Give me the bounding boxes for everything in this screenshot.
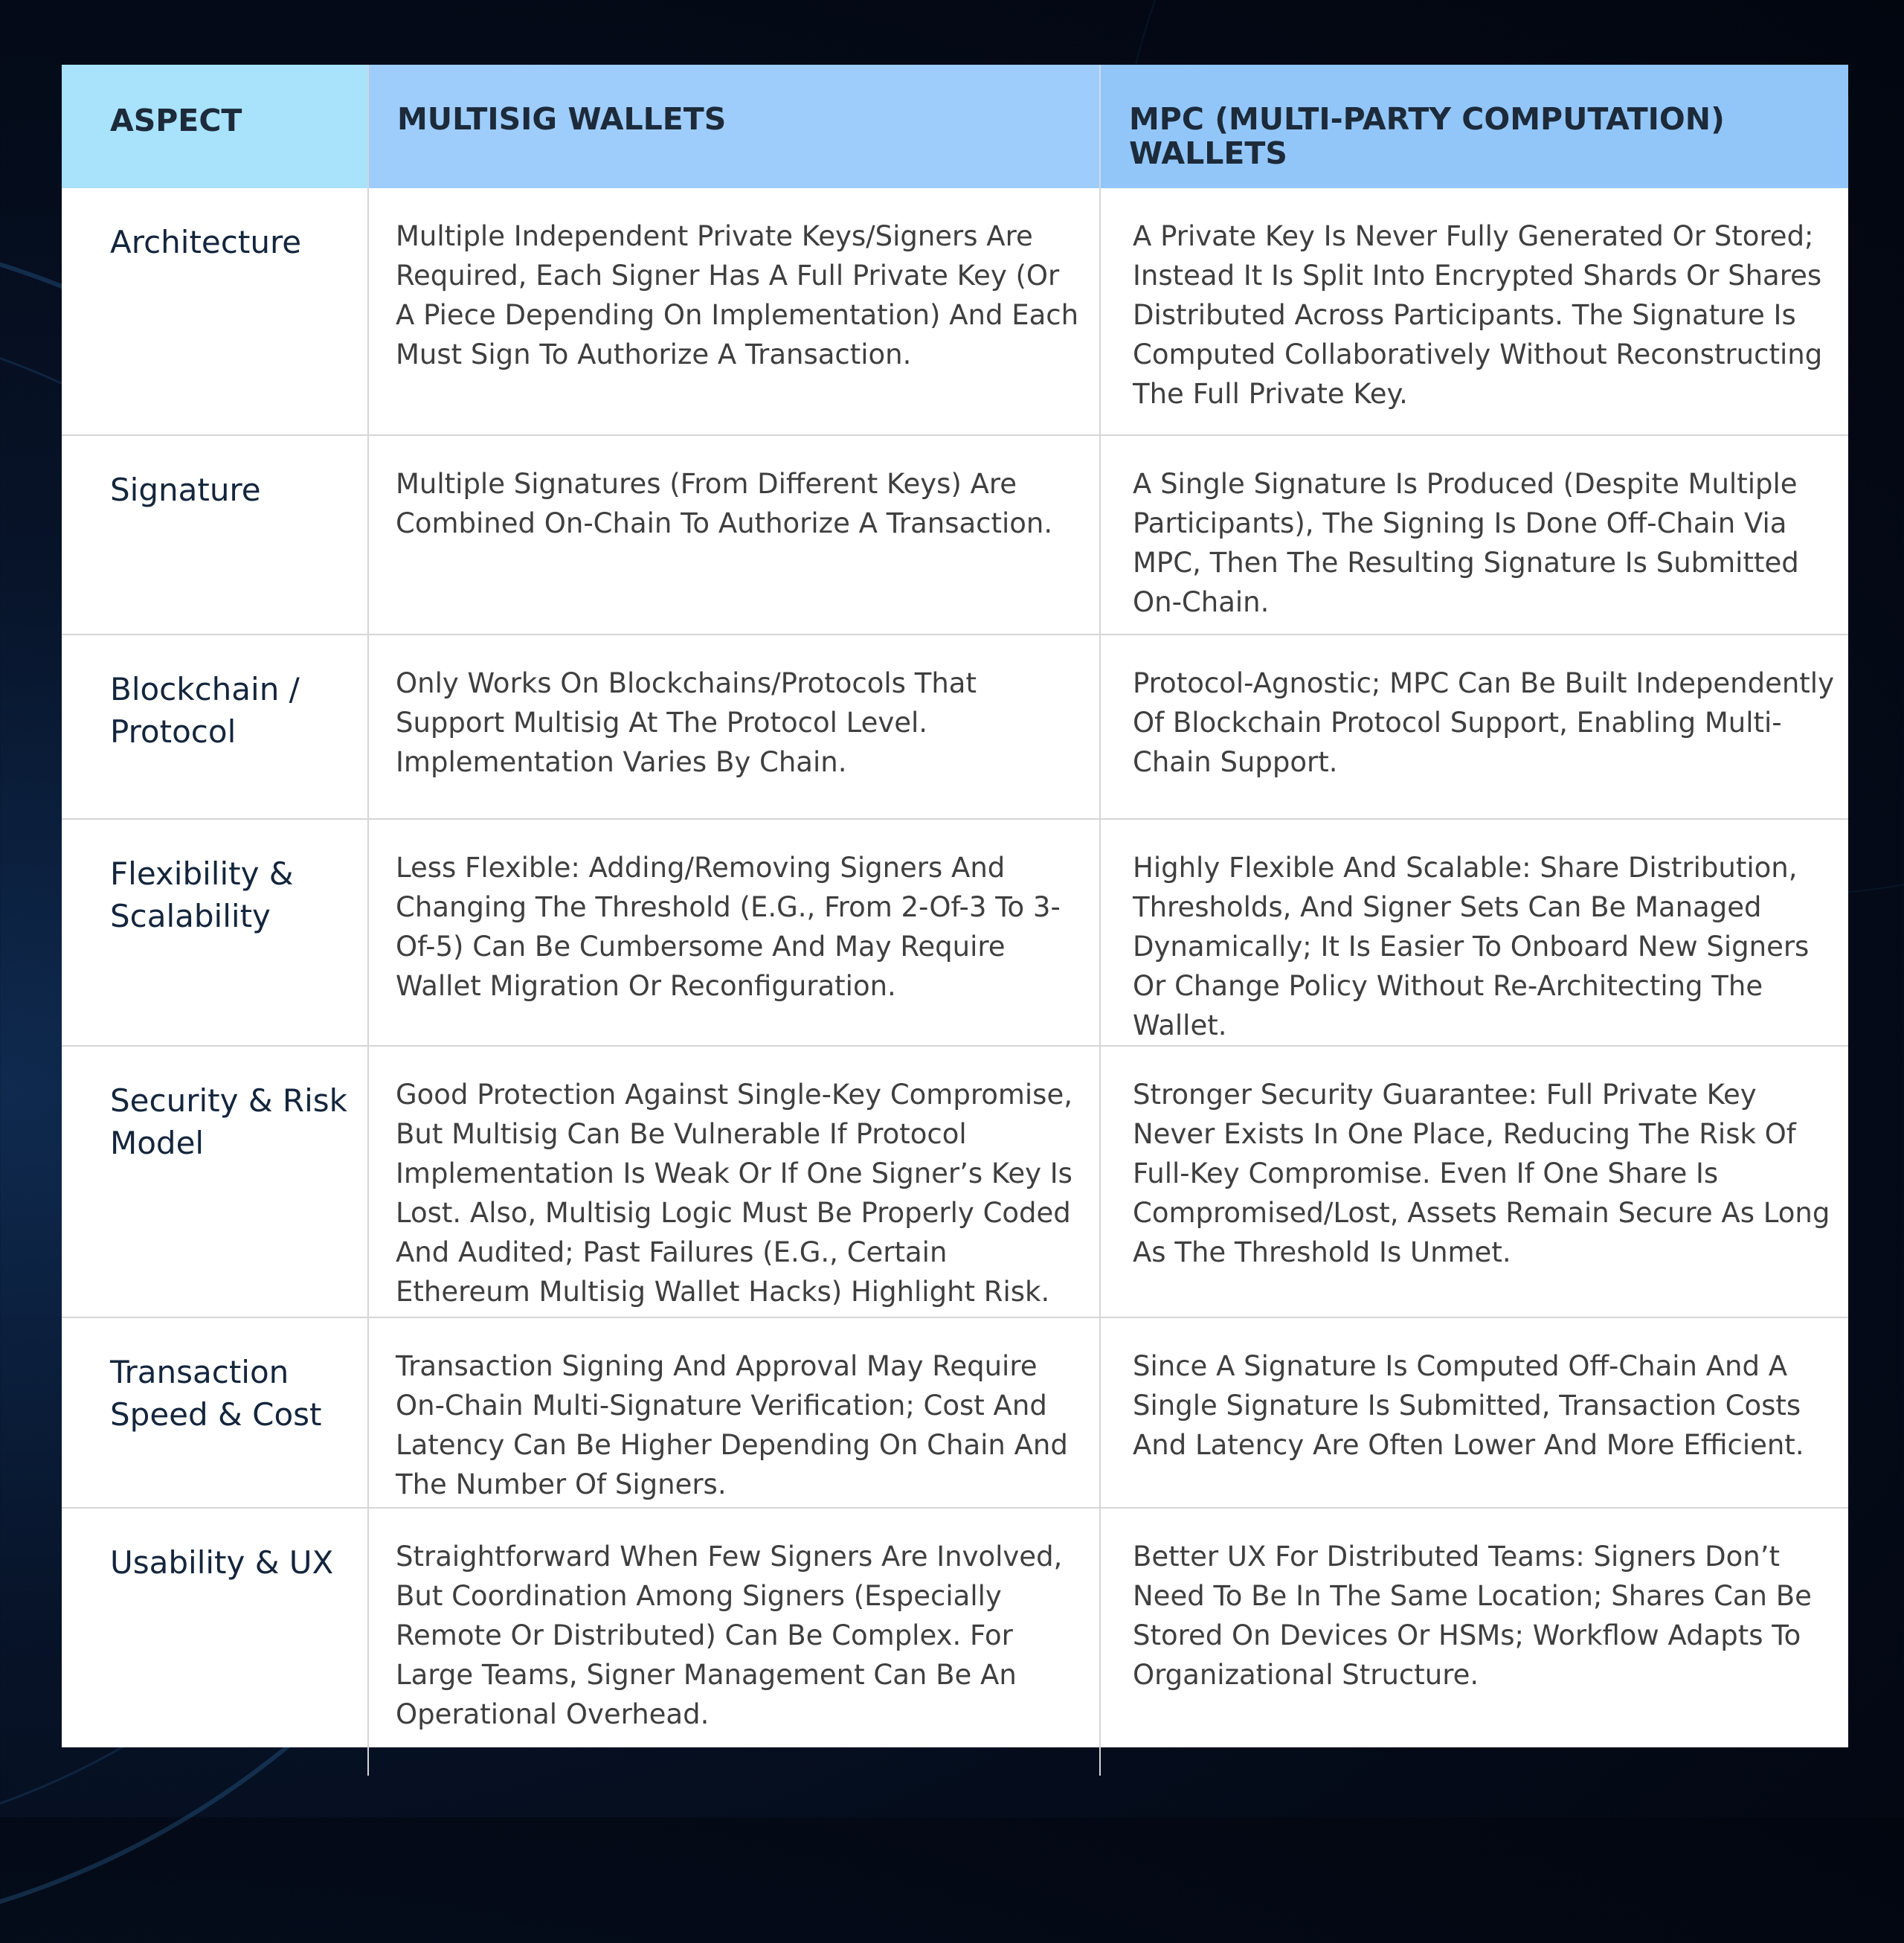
aspect-cell: Flexibility & Scalability [62,819,368,1046]
mpc-cell: A Single Signature Is Produced (Despite Multiple Participants), The Signing Is Done Off-Chain Via MPC, Then The Resulting Signature Is Submitted On-Chain. [1100,435,1848,635]
multisig-cell: Good Protection Against Single-Key Compromise, But Multisig Can Be Vulnerable If Protocol Implementation Is Weak Or If One Signer’s Key Is Lost. Also, Multisig Logic Must Be Properly Coded And Audited; Past Failures (E.G., Certain Ethereum Multisig Wallet Hacks) Highlight Risk. [368,1046,1100,1317]
aspect-cell: Blockchain / Protocol [62,635,368,819]
table-row [62,1317,1848,1508]
multisig-cell: Less Flexible: Adding/Removing Signers And Changing The Threshold (E.G., From 2-Of-3 To 3-Of-5) Can Be Cumbersome And May Require Wallet Migration Or Reconfiguration. [368,819,1100,1046]
table-row [62,819,1848,1046]
table-row [62,1508,1848,1776]
aspect-cell: Usability & UX [62,1508,368,1776]
comparison-table [62,65,1848,1776]
header-aspect: ASPECT [62,65,368,188]
table-row [62,435,1848,635]
mpc-cell: Stronger Security Guarantee: Full Private Key Never Exists In One Place, Reducing The Risk Of Full-Key Compromise. Even If One Share Is Compromised/Lost, Assets Remain Secure As Long As The Threshold Is Unmet. [1100,1046,1848,1317]
comparison-card [62,65,1848,1747]
aspect-cell: Signature [62,435,368,635]
multisig-cell: Multiple Independent Private Keys/Signers Are Required, Each Signer Has A Full Private Key (Or A Piece Depending On Implementation) And Each Must Sign To Authorize A Transaction. [368,188,1100,435]
aspect-cell: Transaction Speed & Cost [62,1317,368,1508]
table-row [62,1046,1848,1317]
multisig-cell: Transaction Signing And Approval May Require On-Chain Multi-Signature Verification; Cost And Latency Can Be Higher Depending On Chain And The Number Of Signers. [368,1317,1100,1508]
multisig-cell: Only Works On Blockchains/Protocols That Support Multisig At The Protocol Level. Implementation Varies By Chain. [368,635,1100,819]
mpc-cell: Since A Signature Is Computed Off-Chain And A Single Signature Is Submitted, Transaction Costs And Latency Are Often Lower And More Efficient. [1100,1317,1848,1508]
aspect-cell: Architecture [110,224,302,260]
multisig-cell: Multiple Signatures (From Different Keys) Are Combined On-Chain To Authorize A Transaction. [368,435,1100,635]
mpc-cell: Highly Flexible And Scalable: Share Distribution, Thresholds, And Signer Sets Can Be Managed Dynamically; It Is Easier To Onboard New Signers Or Change Policy Without Re-Architecting The Wallet. [1100,819,1848,1046]
multisig-cell: Straightforward When Few Signers Are Involved, But Coordination Among Signers (Especially Remote Or Distributed) Can Be Complex. For Large Teams, Signer Management Can Be An Operational Overhead. [368,1508,1100,1776]
header-multisig-wallets: MULTISIG WALLETS [368,65,1100,188]
table-row [62,188,1848,435]
aspect-cell: Security & Risk Model [62,1046,368,1317]
mpc-cell: A Private Key Is Never Fully Generated Or Stored; Instead It Is Split Into Encrypted Shards Or Shares Distributed Across Participants. The Signature Is Computed Collaboratively Without Reconstructing The Full Private Key. [1100,188,1848,435]
table-row [62,635,1848,819]
table-header-row [62,65,1848,188]
mpc-cell: Protocol-Agnostic; MPC Can Be Built Independently Of Blockchain Protocol Support, Enabling Multi-Chain Support. [1100,635,1848,819]
mpc-cell: Better UX For Distributed Teams: Signers Don’t Need To Be In The Same Location; Shares Can Be Stored On Devices Or HSMs; Workflow Adapts To Organizational Structure. [1100,1508,1848,1776]
header-mpc-wallets: MPC (MULTI-PARTY COMPUTATION) WALLETS [1100,65,1848,188]
